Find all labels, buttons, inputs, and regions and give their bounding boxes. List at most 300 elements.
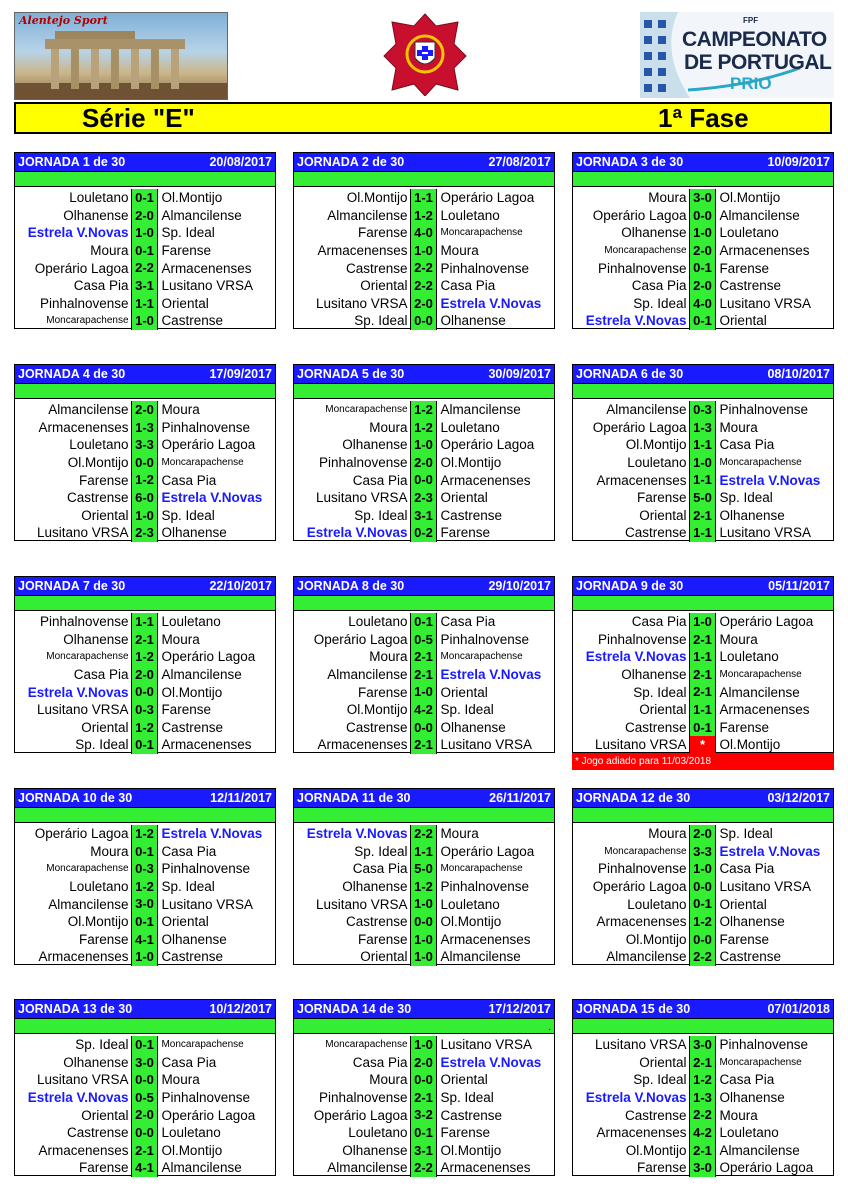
away-team: Armacenenses: [719, 702, 810, 718]
away-team: Olhanense: [719, 507, 785, 523]
jornada-table: [14, 788, 276, 965]
brand-name: Alentejo Sport: [19, 14, 108, 27]
home-team: Armacenenses: [596, 1125, 687, 1141]
away-team: Estrela V.Novas: [440, 667, 542, 683]
home-team: Ol.Montijo: [346, 190, 408, 206]
away-team: Louletano: [440, 419, 500, 435]
match-row: [15, 436, 275, 454]
match-row: [15, 1106, 275, 1124]
jornada-title: JORNADA 15 de 30: [576, 1002, 691, 1016]
home-team: Olhanense: [63, 1054, 129, 1070]
match-score: 0-0: [689, 931, 717, 949]
match-row: [15, 1159, 275, 1177]
match-row: [15, 189, 275, 207]
match-row: [15, 613, 275, 631]
match-score: 0-1: [131, 242, 159, 260]
match-row: [15, 489, 275, 507]
match-score: 1-2: [131, 648, 159, 666]
home-team: Estrela V.Novas: [27, 1090, 129, 1106]
home-team: Olhanense: [63, 631, 129, 647]
campeonato-portugal-logo: [640, 12, 834, 98]
jornada-green-bar: [15, 807, 275, 823]
home-team: Louletano: [627, 455, 687, 471]
match-score: 2-0: [131, 401, 159, 419]
away-team: Casa Pia: [440, 278, 496, 294]
match-score: 2-2: [410, 259, 438, 277]
match-row: [15, 825, 275, 843]
match-row: [294, 683, 554, 701]
match-score: 3-0: [689, 189, 717, 207]
home-team: Farense: [79, 472, 129, 488]
match-score: 2-1: [410, 1089, 438, 1107]
match-row: [15, 931, 275, 949]
match-score: 1-0: [410, 242, 438, 260]
match-row: [15, 683, 275, 701]
match-row: [15, 631, 275, 649]
match-score: 0-0: [410, 312, 438, 330]
match-row: [294, 701, 554, 719]
home-team: Lusitano VRSA: [594, 1037, 687, 1053]
home-team: Farense: [79, 1160, 129, 1176]
jornada-table: [572, 364, 834, 541]
away-team: Moura: [161, 1072, 200, 1088]
match-row: [573, 189, 833, 207]
away-team: Castrense: [440, 507, 502, 523]
home-team: Armacenenses: [596, 914, 687, 930]
jornada-date: 20/08/2017: [209, 155, 272, 169]
jornada-header: [15, 789, 275, 807]
match-row: [15, 259, 275, 277]
away-team: Operário Lagoa: [440, 843, 535, 859]
match-score: 1-0: [410, 895, 438, 913]
match-score: 2-3: [131, 524, 159, 542]
match-score: 0-0: [131, 1124, 159, 1142]
match-row: [573, 683, 833, 701]
jornada-green-bar: [15, 1018, 275, 1034]
match-score: 3-1: [131, 277, 159, 295]
home-team: Sp. Ideal: [633, 1072, 687, 1088]
match-row: [15, 913, 275, 931]
match-row: [294, 719, 554, 737]
match-list: [294, 613, 554, 754]
jornada-header: [294, 789, 554, 807]
away-team: Casa Pia: [161, 843, 217, 859]
jornada-title: JORNADA 11 de 30: [297, 791, 411, 805]
match-row: [15, 878, 275, 896]
match-row: [294, 277, 554, 295]
away-team: Pinhalnovense: [440, 260, 530, 276]
match-score: 4-1: [131, 1159, 159, 1177]
match-score: 1-2: [131, 878, 159, 896]
home-team: Sp. Ideal: [354, 507, 408, 523]
away-team: Lusitano VRSA: [719, 295, 811, 311]
jornada-date: 17/12/2017: [488, 1002, 551, 1016]
match-row: [15, 701, 275, 719]
match-list: [294, 825, 554, 966]
match-row: [294, 948, 554, 966]
home-team: Olhanense: [342, 1142, 408, 1158]
match-score: 0-0: [410, 471, 438, 489]
match-row: [573, 1106, 833, 1124]
match-score: 0-1: [131, 913, 159, 931]
match-row: [294, 1089, 554, 1107]
match-score: 0-1: [131, 189, 159, 207]
match-row: [294, 895, 554, 913]
match-row: [573, 613, 833, 631]
home-team: Castrense: [625, 525, 687, 541]
campeonato-title: CAMPEONATO: [682, 28, 827, 51]
away-team: Moncarapachense: [440, 651, 523, 663]
match-score: 2-0: [410, 1054, 438, 1072]
away-team: Moura: [719, 1107, 758, 1123]
match-score: 1-1: [410, 189, 438, 207]
away-team: Lusitano VRSA: [161, 278, 253, 294]
match-score: 2-2: [131, 259, 159, 277]
home-team: Oriental: [639, 702, 687, 718]
match-row: [294, 259, 554, 277]
away-team: Farense: [719, 719, 769, 735]
away-team: Farense: [440, 525, 490, 541]
jornada-title: JORNADA 9 de 30: [576, 579, 684, 593]
away-team: Pinhalnovense: [719, 402, 809, 418]
match-score: 2-0: [410, 454, 438, 472]
match-score: 0-5: [410, 631, 438, 649]
home-team: Armacenenses: [317, 243, 408, 259]
away-team: Sp. Ideal: [161, 879, 215, 895]
away-team: Casa Pia: [719, 1072, 775, 1088]
away-team: Moura: [161, 631, 200, 647]
match-score: 4-0: [689, 295, 717, 313]
away-team: Moura: [719, 631, 758, 647]
away-team: Operário Lagoa: [440, 437, 535, 453]
match-score: 0-0: [131, 683, 159, 701]
postponed-note: * Jogo adiado para 11/03/2018: [572, 753, 834, 770]
home-team: Farense: [358, 684, 408, 700]
jornada-title: JORNADA 8 de 30: [297, 579, 405, 593]
home-team: Operário Lagoa: [592, 207, 687, 223]
match-row: [15, 471, 275, 489]
match-row: [294, 436, 554, 454]
match-row: [15, 295, 275, 313]
home-team: Estrela V.Novas: [306, 525, 408, 541]
away-team: Casa Pia: [719, 861, 775, 877]
match-score: 1-1: [689, 524, 717, 542]
jornada-table: [572, 576, 834, 753]
match-row: [573, 419, 833, 437]
match-score: 1-0: [131, 312, 159, 330]
home-team: Castrense: [346, 719, 408, 735]
jornada-title: JORNADA 14 de 30: [297, 1002, 412, 1016]
away-team: Moncarapachense: [719, 457, 802, 469]
home-team: Moncarapachense: [604, 245, 687, 257]
match-row: [15, 277, 275, 295]
home-team: Operário Lagoa: [592, 419, 687, 435]
jornada-green-bar: [573, 383, 833, 399]
match-row: [15, 224, 275, 242]
away-team: Lusitano VRSA: [719, 525, 811, 541]
match-score: 0-0: [410, 913, 438, 931]
away-team: Moncarapachense: [161, 457, 244, 469]
away-team: Louletano: [161, 614, 221, 630]
away-team: Oriental: [719, 896, 767, 912]
home-team: Armacenenses: [596, 472, 687, 488]
match-score: 2-2: [689, 948, 717, 966]
away-team: Almancilense: [161, 1160, 242, 1176]
home-team: Moura: [369, 1072, 408, 1088]
home-team: Operário Lagoa: [313, 1107, 408, 1123]
match-row: [573, 666, 833, 684]
match-score: 2-1: [689, 507, 717, 525]
jornada-title: JORNADA 2 de 30: [297, 155, 405, 169]
away-team: Estrela V.Novas: [440, 295, 542, 311]
match-row: [15, 1054, 275, 1072]
away-team: Estrela V.Novas: [719, 472, 821, 488]
away-team: Castrense: [161, 313, 223, 329]
away-team: Moura: [161, 402, 200, 418]
match-row: [294, 913, 554, 931]
match-score: 0-1: [689, 259, 717, 277]
jornada-header: [294, 365, 554, 383]
home-team: Casa Pia: [352, 1054, 408, 1070]
away-team: Casa Pia: [161, 1054, 217, 1070]
match-score: 0-0: [131, 1071, 159, 1089]
match-row: [294, 224, 554, 242]
match-row: [15, 454, 275, 472]
home-team: Sp. Ideal: [354, 313, 408, 329]
home-team: Moura: [369, 649, 408, 665]
home-team: Castrense: [346, 914, 408, 930]
away-team: Moncarapachense: [161, 1039, 244, 1051]
away-team: Armacenenses: [161, 737, 252, 753]
fpf-crest-logo: [380, 12, 470, 96]
match-list: [573, 401, 833, 542]
match-score: 4-1: [131, 931, 159, 949]
match-row: [15, 948, 275, 966]
match-row: [15, 1142, 275, 1160]
match-score: 2-1: [131, 1142, 159, 1160]
away-team: Moncarapachense: [440, 227, 523, 239]
away-team: Sp. Ideal: [440, 1090, 494, 1106]
home-team: Sp. Ideal: [75, 737, 129, 753]
jornada-header: [573, 577, 833, 595]
home-team: Almancilense: [606, 402, 687, 418]
away-team: Louletano: [719, 649, 779, 665]
match-score: 0-1: [410, 613, 438, 631]
home-team: Casa Pia: [631, 614, 687, 630]
away-team: Operário Lagoa: [440, 190, 535, 206]
home-team: Pinhalnovense: [318, 455, 408, 471]
match-row: [15, 207, 275, 225]
jornada-date: 30/09/2017: [488, 367, 551, 381]
serie-label: Série "E": [82, 103, 195, 133]
away-team: Olhanense: [719, 914, 785, 930]
match-row: [15, 419, 275, 437]
home-team: Oriental: [360, 949, 408, 965]
match-score: 0-5: [131, 1089, 159, 1107]
home-team: Estrela V.Novas: [27, 225, 129, 241]
jornada-green-bar: [294, 171, 554, 187]
away-team: Ol.Montijo: [440, 455, 502, 471]
away-team: Castrense: [161, 719, 223, 735]
home-team: Olhanense: [63, 207, 129, 223]
away-team: Estrela V.Novas: [161, 490, 263, 506]
away-team: Armacenenses: [161, 260, 252, 276]
jornada-green-bar: [294, 383, 554, 399]
match-score: 3-0: [689, 1036, 717, 1054]
jornada-green-bar: [15, 383, 275, 399]
match-score: 2-2: [410, 277, 438, 295]
alentejo-sport-logo: [14, 12, 228, 100]
away-team: Armacenenses: [719, 243, 810, 259]
home-team: Farense: [637, 1160, 687, 1176]
match-row: [573, 242, 833, 260]
match-row: [294, 1054, 554, 1072]
home-team: Almancilense: [327, 207, 408, 223]
match-score: 0-3: [689, 401, 717, 419]
match-score: 2-3: [410, 489, 438, 507]
match-row: [294, 631, 554, 649]
match-score: 0-1: [689, 312, 717, 330]
match-row: [294, 825, 554, 843]
match-score: 0-3: [131, 860, 159, 878]
jornada-table: [572, 788, 834, 965]
match-row: [573, 401, 833, 419]
jornada-table: [14, 576, 276, 753]
home-team: Casa Pia: [352, 861, 408, 877]
jornada-header: [15, 153, 275, 171]
match-list: [15, 401, 275, 542]
match-score: 2-1: [689, 683, 717, 701]
away-team: Castrense: [719, 278, 781, 294]
match-score: 0-0: [689, 878, 717, 896]
match-row: [573, 524, 833, 542]
home-team: Casa Pia: [73, 667, 129, 683]
match-score: 5-0: [410, 860, 438, 878]
match-score: 1-1: [689, 436, 717, 454]
jornada-title: JORNADA 3 de 30: [576, 155, 684, 169]
home-team: Oriental: [81, 1107, 129, 1123]
match-row: [294, 207, 554, 225]
match-row: [573, 489, 833, 507]
match-score: 2-1: [689, 1054, 717, 1072]
match-score: 2-0: [131, 207, 159, 225]
match-score: 0-0: [131, 454, 159, 472]
away-team: Farense: [440, 1125, 490, 1141]
jornada-title: JORNADA 13 de 30: [18, 1002, 133, 1016]
home-team: Lusitano VRSA: [315, 490, 408, 506]
match-score: 1-0: [410, 436, 438, 454]
away-team: Pinhalnovense: [161, 1090, 251, 1106]
match-score: 0-3: [131, 701, 159, 719]
match-row: [294, 454, 554, 472]
home-team: Sp. Ideal: [633, 295, 687, 311]
match-score: 0-0: [410, 1071, 438, 1089]
match-row: [294, 843, 554, 861]
home-team: Estrela V.Novas: [585, 649, 687, 665]
match-score: 1-3: [689, 419, 717, 437]
match-score: 3-0: [131, 1054, 159, 1072]
home-team: Olhanense: [621, 225, 687, 241]
away-team: Louletano: [161, 1125, 221, 1141]
match-list: [294, 1036, 554, 1177]
away-team: Oriental: [440, 1072, 488, 1088]
match-score: 1-0: [131, 507, 159, 525]
match-row: [573, 454, 833, 472]
match-list: [15, 1036, 275, 1177]
away-team: Moncarapachense: [719, 669, 802, 681]
match-row: [573, 648, 833, 666]
jornada-green-bar: [15, 171, 275, 187]
match-score: 0-1: [410, 1124, 438, 1142]
match-score: 0-1: [131, 843, 159, 861]
de-portugal-title: DE PORTUGAL: [684, 51, 832, 74]
away-team: Castrense: [719, 949, 781, 965]
away-team: Farense: [161, 243, 211, 259]
away-team: Pinhalnovense: [161, 419, 251, 435]
match-row: [15, 666, 275, 684]
away-team: Ol.Montijo: [161, 190, 223, 206]
away-team: Ol.Montijo: [440, 1142, 502, 1158]
match-row: [573, 436, 833, 454]
match-score: 2-0: [689, 825, 717, 843]
away-team: Olhanense: [719, 1090, 785, 1106]
jornada-date: 27/08/2017: [488, 155, 551, 169]
home-team: Pinhalnovense: [39, 295, 129, 311]
match-score: 1-2: [410, 419, 438, 437]
match-row: [294, 242, 554, 260]
jornada-title: JORNADA 7 de 30: [18, 579, 126, 593]
match-row: [294, 1106, 554, 1124]
match-row: [294, 189, 554, 207]
match-row: [15, 843, 275, 861]
match-row: [294, 1142, 554, 1160]
home-team: Farense: [358, 931, 408, 947]
away-team: Casa Pia: [719, 437, 775, 453]
match-row: [15, 507, 275, 525]
away-team: Almancilense: [440, 949, 521, 965]
home-team: Castrense: [67, 490, 129, 506]
jornada-table: [293, 999, 555, 1176]
home-team: Ol.Montijo: [625, 931, 687, 947]
away-team: Sp. Ideal: [161, 225, 215, 241]
match-score: 2-1: [410, 648, 438, 666]
away-team: Armacenenses: [440, 472, 531, 488]
match-row: [15, 895, 275, 913]
away-team: Oriental: [440, 490, 488, 506]
jornada-date: 08/10/2017: [767, 367, 830, 381]
match-list: [15, 825, 275, 966]
jornada-table: [572, 152, 834, 329]
home-team: Moura: [648, 826, 687, 842]
home-team: Operário Lagoa: [34, 826, 129, 842]
away-team: Ol.Montijo: [719, 737, 781, 753]
home-team: Moncarapachense: [46, 315, 129, 327]
home-team: Ol.Montijo: [625, 437, 687, 453]
match-row: [15, 719, 275, 737]
match-score: 2-2: [410, 1159, 438, 1177]
match-row: [15, 1036, 275, 1054]
home-team: Moura: [648, 190, 687, 206]
away-team: Moura: [719, 419, 758, 435]
home-team: Moncarapachense: [604, 845, 687, 857]
home-team: Estrela V.Novas: [585, 313, 687, 329]
away-team: Moura: [440, 243, 479, 259]
jornada-date: 03/12/2017: [767, 791, 830, 805]
match-score: 0-1: [689, 895, 717, 913]
away-team: Pinhalnovense: [719, 1037, 809, 1053]
jornada-header: [15, 577, 275, 595]
jornada-date: 10/09/2017: [767, 155, 830, 169]
